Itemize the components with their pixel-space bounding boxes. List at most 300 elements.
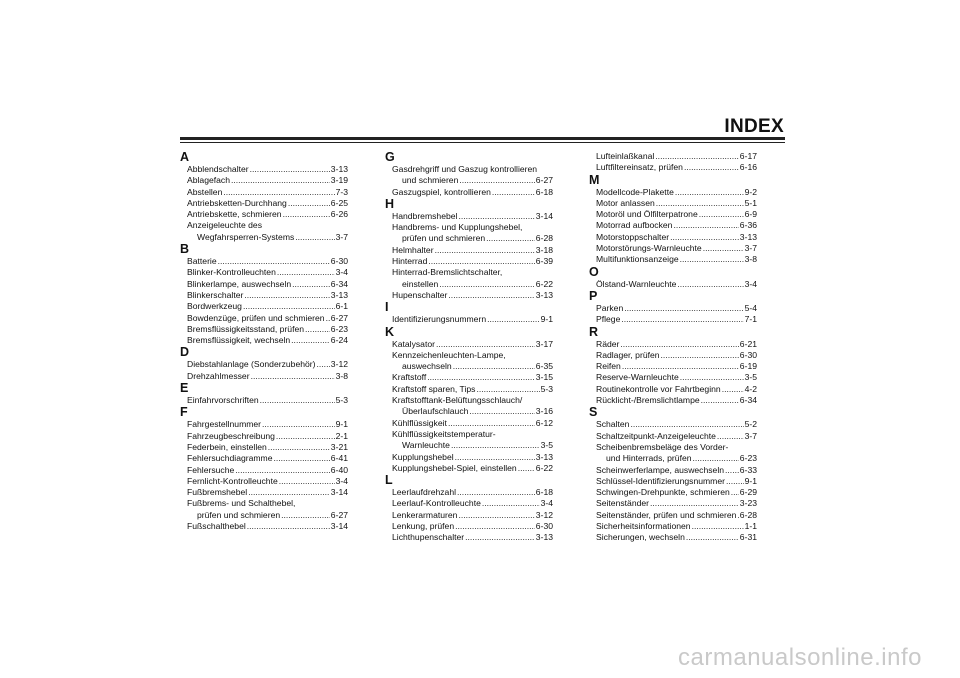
index-entry[interactable]	[385, 314, 553, 325]
section-letter: S	[589, 405, 598, 420]
entry-text: Radlager, prüfen	[596, 349, 660, 360]
leader-dots	[326, 313, 330, 324]
leader-dots	[487, 314, 539, 325]
index-entry[interactable]	[385, 532, 553, 543]
leader-dots	[492, 187, 535, 198]
page-number: 6-21	[739, 338, 757, 349]
section-letter: O	[589, 264, 599, 279]
entry-text: Fehlersuche	[187, 464, 235, 475]
entry-text: Einfahrvorschriften	[187, 395, 259, 406]
leader-dots	[486, 233, 535, 244]
index-entry[interactable]	[589, 162, 757, 173]
entry-text: Fehlersuchdiagramme	[187, 453, 273, 464]
leader-dots	[726, 476, 744, 487]
leader-dots	[235, 465, 330, 476]
leader-dots	[459, 175, 534, 186]
leader-dots	[692, 521, 744, 532]
index-entry[interactable]	[385, 418, 553, 429]
section-letter: B	[180, 242, 190, 257]
entry-text: einstellen	[402, 278, 439, 289]
leader-dots	[291, 335, 330, 346]
page-number: 6-39	[535, 256, 553, 267]
section-letter: K	[385, 324, 395, 339]
leader-dots	[737, 510, 738, 521]
entry-text: Identifizierungsnummern	[392, 314, 487, 325]
leader-dots	[518, 463, 535, 474]
entry-text: Scheinwerferlampe, auswechseln	[596, 464, 725, 475]
leader-dots	[680, 254, 744, 265]
leader-dots	[469, 406, 534, 417]
page-number: 3-13	[535, 451, 553, 462]
leader-dots	[268, 442, 330, 453]
page-number: 3-7	[744, 430, 757, 441]
index-entry[interactable]	[385, 384, 553, 395]
leader-dots	[655, 151, 739, 162]
entry-text: Blinkerlampe, auswechseln	[187, 278, 292, 289]
page-number: 6-12	[535, 417, 553, 428]
page-number: 5-3	[335, 395, 348, 406]
index-entry[interactable]	[589, 350, 757, 361]
index-entry[interactable]	[180, 175, 348, 186]
page-title: INDEX	[724, 116, 784, 137]
entry-text: Warnleuchte	[402, 440, 450, 451]
leader-dots	[675, 187, 744, 198]
page-number: 7-3	[335, 186, 348, 197]
page-number: 6-19	[739, 361, 757, 372]
leader-dots	[281, 510, 330, 521]
index-entry[interactable]	[589, 372, 757, 383]
entry-text: Multifunktionsanzeige	[596, 254, 679, 265]
page-number: 3-12	[535, 509, 553, 520]
index-entry[interactable]	[180, 487, 348, 498]
entry-text: Federbein, einstellen	[187, 441, 267, 452]
page-number: 6-23	[330, 323, 348, 334]
leader-dots	[680, 372, 744, 383]
page-number: 3-7	[335, 231, 348, 242]
page-number: 6-30	[330, 256, 348, 267]
entry-text: Parken	[596, 302, 624, 313]
entry-text: Blinkerschalter	[187, 289, 244, 300]
index-entry[interactable]	[589, 361, 757, 372]
leader-dots	[677, 279, 743, 290]
page-number: 3-5	[540, 440, 553, 451]
leader-dots	[453, 361, 535, 372]
leader-dots	[703, 243, 744, 254]
page-number: 6-9	[744, 209, 757, 220]
page-number: 6-22	[535, 278, 553, 289]
index-entry[interactable]	[180, 498, 348, 521]
page-number: 3-5	[744, 372, 757, 383]
index-entry[interactable]	[180, 371, 348, 382]
index-entry[interactable]	[589, 465, 757, 476]
index-entry[interactable]	[385, 245, 553, 256]
entry-text: Motoröl und Ölfilterpatrone	[596, 209, 698, 220]
leader-dots	[458, 510, 534, 521]
leader-dots	[428, 256, 534, 267]
index-entry[interactable]	[180, 359, 348, 370]
section-letter: L	[385, 473, 393, 488]
entry-text: Kühlflüssigkeit	[392, 417, 447, 428]
entry-text: Lufteinlaßkanal	[596, 151, 655, 161]
entry-text: Kraftstoff sparen, Tips	[392, 383, 476, 394]
index-entry[interactable]	[385, 429, 553, 452]
entry-text: prüfen und schmieren	[197, 509, 281, 520]
index-entry[interactable]	[180, 256, 348, 267]
page-number: 3-13	[739, 231, 757, 242]
index-entry[interactable]	[385, 339, 553, 350]
page-number: 6-24	[330, 335, 348, 346]
entry-text: Gaszugspiel, kontrollieren	[392, 186, 491, 197]
index-column-3	[589, 151, 757, 544]
index-entry[interactable]	[589, 510, 757, 521]
index-column-2	[385, 151, 553, 544]
leader-dots	[670, 232, 739, 243]
leader-dots	[465, 532, 535, 543]
page-number: 1-1	[744, 521, 757, 532]
index-entry[interactable]	[385, 256, 553, 267]
page-number: 3-19	[330, 175, 348, 186]
entry-text: Seitenständer	[596, 498, 650, 509]
page-number: 3-16	[535, 406, 553, 417]
page-number: 6-22	[535, 462, 553, 473]
index-entry[interactable]	[589, 476, 757, 487]
page-number: 6-41	[330, 453, 348, 464]
index-entry[interactable]	[385, 222, 553, 245]
entry-text: Antriebsketten-Durchhang	[187, 197, 287, 208]
leader-dots	[455, 452, 535, 463]
index-entry[interactable]	[180, 164, 348, 175]
entry-text: Sicherungen, wechseln	[596, 532, 685, 543]
entry-text: Bordwerkzeug	[187, 301, 242, 312]
page-number: 5-1	[744, 197, 757, 208]
page-number: 6-23	[739, 453, 757, 464]
index-entry[interactable]	[180, 313, 348, 324]
index-entry[interactable]	[589, 314, 757, 325]
index-entry[interactable]	[385, 521, 553, 532]
leader-dots	[684, 162, 739, 173]
leader-dots	[427, 372, 535, 383]
leader-dots	[218, 256, 330, 267]
page-number: 6-17	[739, 151, 757, 161]
entry-text: Motor anlassen	[596, 197, 655, 208]
entry-text: und Hinterrads, prüfen	[606, 453, 692, 464]
leader-dots	[317, 359, 330, 370]
page-number: 6-29	[739, 487, 757, 498]
index-entry[interactable]	[589, 209, 757, 220]
index-entry[interactable]	[385, 187, 553, 198]
entry-text: Blinker-Kontrolleuchten	[187, 267, 276, 278]
entry-text: Leerlaufdrehzahl	[392, 487, 457, 498]
index-entry[interactable]	[180, 290, 348, 301]
leader-dots	[305, 324, 330, 335]
entry-text: Motorstörungs-Warnleuchte	[596, 243, 702, 254]
index-entry[interactable]	[385, 290, 553, 301]
section-letter: M	[589, 172, 600, 187]
page-number: 2-1	[335, 430, 348, 441]
leader-dots	[292, 279, 330, 290]
page-number: 3-4	[540, 498, 553, 509]
leader-dots	[620, 339, 738, 350]
index-entry[interactable]	[180, 521, 348, 532]
entry-text: Schwingen-Drehpunkte, schmieren	[596, 487, 730, 498]
section-letter: G	[385, 150, 395, 164]
entry-text: Schalten	[596, 419, 630, 430]
section-letter: F	[180, 405, 188, 420]
index-entry[interactable]	[180, 335, 348, 346]
leader-dots	[244, 290, 329, 301]
section-letter: D	[180, 345, 190, 360]
page-number: 3-4	[335, 267, 348, 278]
page-number: 3-13	[330, 289, 348, 300]
entry-text: Fußbremshebel	[187, 487, 248, 498]
index-entry[interactable]	[180, 279, 348, 290]
entry-text: und schmieren	[402, 175, 459, 186]
index-entry[interactable]	[180, 187, 348, 198]
entry-text: Hupenschalter	[392, 289, 448, 300]
leader-dots	[277, 267, 335, 278]
entry-text: Fahrgestellnummer	[187, 419, 262, 430]
index-entry[interactable]	[385, 211, 553, 222]
index-entry[interactable]	[589, 198, 757, 209]
entry-text: Sicherheitsinformationen	[596, 521, 691, 532]
leader-dots	[248, 487, 330, 498]
page-number: 6-30	[535, 521, 553, 532]
page-number: 6-31	[739, 532, 757, 543]
index-entry[interactable]	[180, 419, 348, 430]
index-entry[interactable]	[385, 372, 553, 383]
entry-text: Bremsflüssigkeit, wechseln	[187, 335, 291, 346]
page-number: 3-14	[535, 210, 553, 221]
index-entry[interactable]	[589, 339, 757, 350]
index-entry[interactable]	[589, 232, 757, 243]
index-entry[interactable]	[385, 164, 553, 187]
page-number: 6-34	[330, 278, 348, 289]
entry-text: Routinekontrolle vor Fahrtbeginn	[596, 383, 721, 394]
page-number: 5-2	[744, 419, 757, 430]
index-entry[interactable]	[180, 220, 348, 243]
index-entry[interactable]	[385, 267, 553, 290]
index-entry[interactable]	[180, 198, 348, 209]
leader-dots	[448, 290, 534, 301]
entry-text: Leerlauf-Kontrolleuchte	[392, 498, 481, 509]
leader-dots	[455, 521, 535, 532]
entry-text: auswechseln	[402, 361, 452, 372]
entry-text: Motorrad aufbocken	[596, 220, 673, 231]
page-number: 9-2	[744, 186, 757, 197]
entry-text: Hinterrad	[392, 256, 428, 267]
index-entry[interactable]	[385, 498, 553, 509]
entry-text: Fußschalthebel	[187, 521, 246, 532]
entry-text: Diebstahlanlage (Sonderzubehör)	[187, 359, 316, 370]
page-number: 6-18	[535, 487, 553, 498]
entry-text: prüfen und schmieren	[402, 233, 486, 244]
entry-text: Ölstand-Warnleuchte	[596, 278, 677, 289]
entry-text: Fahrzeugbeschreibung	[187, 430, 275, 441]
section-letter: H	[385, 196, 395, 211]
page-number: 6-34	[739, 395, 757, 406]
page-number: 6-36	[739, 220, 757, 231]
page-number: 3-12	[330, 359, 348, 370]
leader-dots	[621, 314, 743, 325]
entry-text: Reserve-Warnleuchte	[596, 372, 679, 383]
leader-dots	[476, 384, 539, 395]
leader-dots	[722, 384, 744, 395]
leader-dots	[288, 198, 330, 209]
leader-dots	[251, 371, 335, 382]
entry-text: Schaltzeitpunkt-Anzeigeleuchte	[596, 430, 716, 441]
page-number: 6-40	[330, 464, 348, 475]
page-number: 3-17	[535, 338, 553, 349]
index-entry[interactable]	[589, 254, 757, 265]
header-rule-thick	[180, 137, 785, 140]
entry-text: Handbremshebel	[392, 210, 458, 221]
index-entry[interactable]	[589, 384, 757, 395]
entry-text: Kraftstofftank-Belüftungsschlauch/	[392, 395, 523, 406]
leader-dots	[731, 487, 739, 498]
page-number: 3-8	[744, 254, 757, 265]
page-number: 6-27	[535, 175, 553, 186]
entry-text: Antriebskette, schmieren	[187, 209, 282, 220]
entry-text: Ablagefach	[187, 175, 231, 186]
page-number: 3-8	[335, 370, 348, 381]
page-number: 6-16	[739, 162, 757, 173]
entry-text: Kraftstoff	[392, 372, 427, 383]
index-entry[interactable]	[589, 303, 757, 314]
entry-text: Modellcode-Plakette	[596, 186, 674, 197]
index-entry[interactable]	[589, 498, 757, 509]
entry-text: Bremsflüssigkeitsstand, prüfen	[187, 323, 305, 334]
index-entry[interactable]	[589, 279, 757, 290]
index-entry[interactable]	[589, 151, 757, 162]
leader-dots	[262, 419, 335, 430]
leader-dots	[458, 211, 534, 222]
entry-text: Lenkung, prüfen	[392, 521, 455, 532]
section-letter: P	[589, 288, 598, 303]
index-entry[interactable]	[180, 453, 348, 464]
entry-text: Pflege	[596, 314, 621, 325]
section-letter: E	[180, 381, 189, 396]
index-entry[interactable]	[589, 431, 757, 442]
index-entry[interactable]	[589, 521, 757, 532]
leader-dots	[661, 350, 739, 361]
index-entry[interactable]	[180, 395, 348, 406]
page-number: 5-4	[744, 302, 757, 313]
entry-text: Überlaufschlauch	[402, 406, 469, 417]
entry-text: Gasdrehgriff und Gaszug kontrollieren	[392, 164, 538, 174]
entry-text: Kupplungshebel-Spiel, einstellen	[392, 462, 517, 473]
page-number: 5-3	[540, 383, 553, 394]
leader-dots	[435, 245, 535, 256]
leader-dots	[656, 198, 744, 209]
header-rule-thin	[180, 142, 785, 143]
index-entry[interactable]	[180, 301, 348, 312]
leader-dots	[693, 453, 739, 464]
entry-text: Hinterrad-Bremslichtschalter,	[392, 267, 503, 278]
section-letter: I	[385, 300, 389, 315]
index-entry[interactable]	[180, 442, 348, 453]
page-number: 3-13	[535, 532, 553, 543]
index-entry[interactable]	[589, 487, 757, 498]
leader-dots	[274, 453, 330, 464]
page-number: 9-1	[540, 314, 553, 325]
leader-dots	[457, 487, 535, 498]
index-entry[interactable]	[589, 395, 757, 406]
page-number: 4-2	[744, 383, 757, 394]
page-number: 6-27	[330, 509, 348, 520]
entry-text: Kupplungshebel	[392, 451, 454, 462]
leader-dots	[630, 419, 743, 430]
index-entry[interactable]	[385, 350, 553, 373]
entry-text: Katalysator	[392, 338, 435, 349]
index-entry[interactable]	[589, 419, 757, 430]
entry-text: Anzeigeleuchte des	[187, 220, 263, 231]
page-number: 6-30	[739, 349, 757, 360]
entry-text: Fernlicht-Kontrolleuchte	[187, 475, 278, 486]
page-number: 3-7	[744, 243, 757, 254]
leader-dots	[223, 187, 334, 198]
index-entry[interactable]	[589, 442, 757, 465]
index-entry[interactable]	[385, 452, 553, 463]
page-number: 3-21	[330, 441, 348, 452]
index-entry[interactable]	[180, 465, 348, 476]
entry-text: Luftfiltereinsatz, prüfen	[596, 162, 683, 173]
index-entry[interactable]	[180, 476, 348, 487]
entry-text: Räder	[596, 338, 620, 349]
entry-text: Abstellen	[187, 186, 223, 197]
leader-dots	[260, 395, 335, 406]
index-entry[interactable]	[589, 532, 757, 543]
leader-dots	[448, 418, 535, 429]
page-number: 6-28	[535, 233, 553, 244]
index-entry[interactable]	[385, 510, 553, 521]
page-number: 3-4	[744, 278, 757, 289]
index-entry[interactable]	[180, 431, 348, 442]
page-number: 3-4	[335, 475, 348, 486]
entry-text: Rücklicht-/Bremslichtlampe	[596, 395, 700, 406]
entry-text: Scheibenbremsbeläge des Vorder-	[596, 441, 729, 452]
page-number: 3-23	[739, 498, 757, 509]
page-number: 6-25	[330, 197, 348, 208]
page-number: 6-35	[535, 361, 553, 372]
leader-dots	[673, 220, 738, 231]
entry-text: Lichthupenschalter	[392, 532, 465, 543]
index-entry[interactable]	[589, 187, 757, 198]
index-entry[interactable]	[589, 243, 757, 254]
entry-text: Abblendschalter	[187, 164, 249, 174]
index-entry[interactable]	[385, 463, 553, 474]
entry-text: Drehzahlmesser	[187, 370, 250, 381]
page-number: 6-26	[330, 209, 348, 220]
section-letter: R	[589, 324, 599, 339]
index-entry[interactable]	[385, 395, 553, 418]
page-number: 3-18	[535, 244, 553, 255]
page-number: 3-14	[330, 487, 348, 498]
index-entry[interactable]	[589, 220, 757, 231]
index-entry[interactable]	[385, 487, 553, 498]
page-number: 9-1	[744, 475, 757, 486]
page-number: 7-1	[744, 314, 757, 325]
index-entry[interactable]	[180, 209, 348, 220]
section-letter: A	[180, 150, 190, 164]
leader-dots	[701, 395, 739, 406]
entry-text: Reifen	[596, 361, 621, 372]
index-entry[interactable]	[180, 267, 348, 278]
index-entry[interactable]	[180, 324, 348, 335]
page-number: 3-15	[535, 372, 553, 383]
page-number: 3-14	[330, 521, 348, 532]
leader-dots	[283, 209, 330, 220]
entry-text: Helmhalter	[392, 244, 434, 255]
